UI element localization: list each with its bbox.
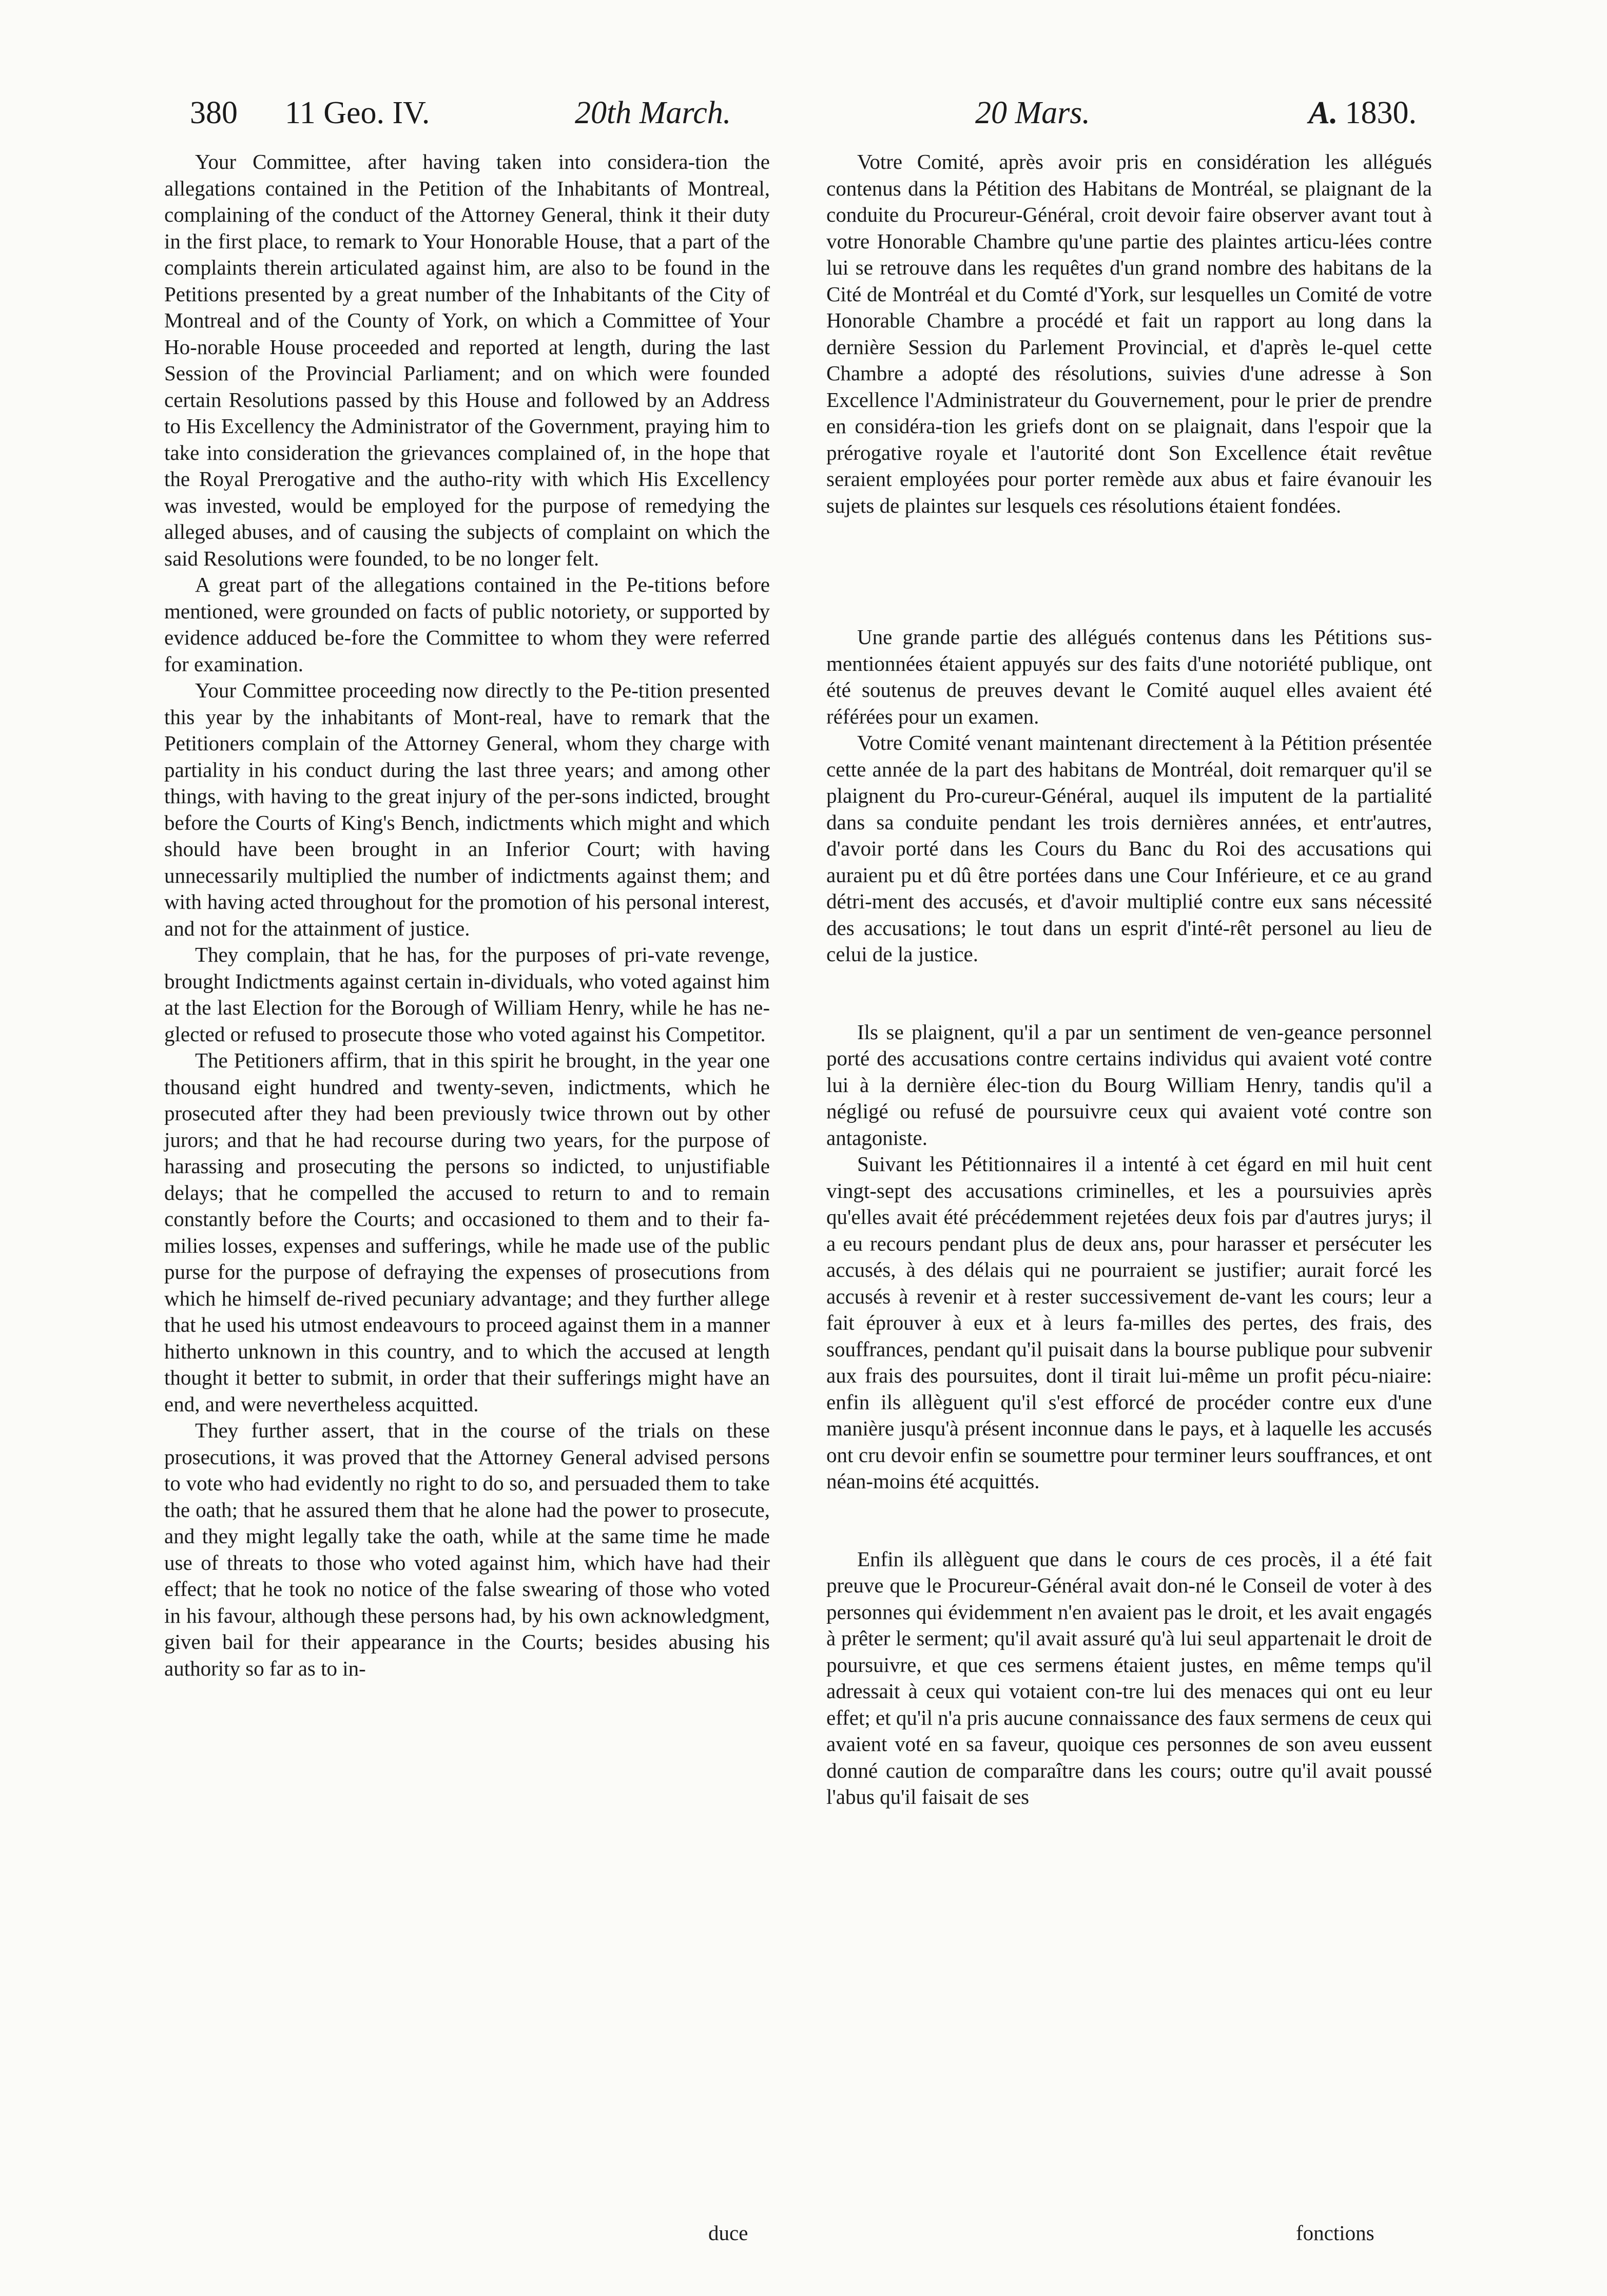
english-paragraph-3: Your Committee proceeding now directly to the Pe-tition presented this year by the inhabitants of Mont-real, have to remark that the Petitioners complain of the Attorney General, whom they charge with partiality in his conduct during the last three years; and among other things, with having to the great injury of the per-sons indicted, brought before the Courts of King's Bench, indictments which might and which should have been brought in an Inferior Court; with having unnecessarily multiplied the number of indictments against them; and with having acted throughout for the promotion of his personal interest, and not for the attainment of justice.: [164, 678, 770, 940]
french-column: [826, 149, 1432, 2227]
english-paragraph-2: A great part of the allegations contained in the Pe-titions before mentioned, were grounded on facts of public notoriety, or supported by evidence adduced be-fore the Committee to whom they were referred for examination.: [164, 573, 770, 676]
french-paragraph-6: Enfin ils allèguent que dans le cours de ces procès, il a été fait preuve que le Procureur-Général avait don-né le Conseil de voter à des personnes qui évidemment n'en avaient pas le droit, et les avait engagés à prêter le serment; qu'il avait assuré qu'à lui seul appartenait le droit de poursuivre, et que ces sermens étaient justes, en même temps qu'il adressait à ceux qui votaient con-tre lui des menaces qui ont eu leur effet; et qu'il n'a pris aucune connaissance des faux sermens de ceux qui avaient voté en sa faveur, quoique ces personnes de son aveu eussent donné caution de comparaître dans les cours; outre qu'il avait poussé l'abus qu'il faisait de ses: [826, 1547, 1432, 1808]
english-paragraph-1: Your Committee, after having taken into considera-tion the allegations contained in the Petition of the Inhabitants of Montreal, complaining of the conduct of the Attorney General, think it their duty in the first place, to remark to Your Honorable House, that a part of the complaints therein articulated against him, are also to be found in the Petitions presented by a great number of the Inhabitants of the City of Montreal and of the County of York, on which a Committee of Your Ho-norable House proceeded and reported at length, during the last Session of the Provincial Parliament; and on which were founded certain Resolutions passed by this House and followed by an Address to His Excellency the Administrator of the Government, praying him to take into consideration the grievances complained of, in the hope that the Royal Prerogative and the autho-rity with which His Excellency was invested, would be employed for the purpose of remedying the alleged abuses, and of causing the subjects of complaint on which the said Resolutions were founded, to be no longer felt.: [164, 150, 770, 570]
english-paragraph-4: They complain, that he has, for the purposes of pri-vate revenge, brought Indictments against certain in-dividuals, who voted against him at the last Election for the Borough of William Henry, while he has ne-glected or refused to prosecute those who voted against his Competitor.: [164, 943, 770, 1046]
french-catchword: fonctions: [1296, 2221, 1374, 2245]
date-french: 20 Mars.: [975, 95, 1090, 130]
french-paragraph-3: Votre Comité venant maintenant directement à la Pétition présentée cette année de la part des habitans de Montréal, doit remarquer qu'il se plaignent du Pro-cureur-Général, auquel ils imputent de la partialité dans sa conduite pendant les trois dernières années, et entr'autres, d'avoir porté dans les Cours du Banc du Roi des accusations qui auraient pu et dû être portées dans une Cour Inférieure, et ce au grand détri-ment des accusés, et d'avoir multiplié contre eux sans nécessité des accusations; le tout dans un esprit d'inté-rêt personel au lieu de celui de la justice.: [826, 731, 1432, 966]
english-paragraph-5: The Petitioners affirm, that in this spirit he brought, in the year one thousand eight hundred and twenty-seven, indictments, which he prosecuted after they had been previously twice thrown out by other jurors; and that he had recourse during two years, for the purpose of harassing and prosecuting the persons so indicted, to unjustifiable delays; that he compelled the accused to return to and to remain constantly before the Courts; and occasioned to them and to their fa-milies losses, expenses and sufferings, while he made use of the public purse for the purpose of defraying the expenses of prosecutions from which he himself de-rived pecuniary advantage; and they further allege that he used his utmost endeavours to proceed against them in a manner hitherto unknown in this country, and to which the accused at length thought it better to submit, in order that their sufferings might have an end, and were nevertheless acquitted.: [164, 1048, 770, 1416]
french-paragraph-4: Ils se plaignent, qu'il a par un sentiment de ven-geance personnel porté des accusations contre certains individus qui avaient voté contre lui à la dernière élec-tion du Bourg William Henry, tandis qu'il a négligé ou refusé de poursuivre ceux qui avaient voté contre son antagoniste.: [826, 1020, 1432, 1150]
regnal-year: 11 Geo. IV.: [285, 95, 430, 130]
year-value: 1830.: [1345, 95, 1417, 130]
page-number: 380: [190, 95, 238, 130]
page-header: [190, 90, 1417, 136]
french-paragraph-2: Une grande partie des allégués contenus dans les Pétitions sus-mentionnées étaient appuyés sur des faits d'une notoriété publique, ont été soutenus de preuves devant le Comité auquel elles avaient été référées pour un examen.: [826, 625, 1432, 728]
english-column: [164, 149, 770, 2227]
english-catchword: duce: [708, 2221, 748, 2245]
french-paragraph-5: Suivant les Pétitionnaires il a intenté à cet égard en mil huit cent vingt-sept des accusations criminelles, et les a poursuivies après qu'elles avait été précédemment rejetées deux fois par d'autres jurys; il a eu recours pendant plus de deux ans, pour harasser et persécuter les accusés, à des délais qui ne pourraient se justifier; aurait forcé les accusés à revenir et à rester successivement de-vant les cours; leur a fait éprouver à eux et à leurs fa-milles des pertes, des frais, des souffrances, pendant qu'il puisait dans la bourse publique pour subvenir aux frais des poursuites, dont il tirait lui-même un profit pécu-niaire: enfin ils allèguent qu'il s'est efforcé de procéder contre eux d'une manière jusqu'à présent inconnue dans le pays, et à laquelle les accusés ont cru devoir enfin se soumettre pour terminer leurs souffrances, et ont néan-moins été acquittés.: [826, 1152, 1432, 1493]
year-prefix: A.: [1308, 95, 1338, 130]
date-english: 20th March.: [575, 95, 731, 130]
year-label: [1309, 90, 1417, 136]
english-paragraph-6: They further assert, that in the course of the trials on these prosecutions, it was proved that the Attorney General advised persons to vote who had evidently no right to do so, and persuaded them to take the oath; that he assured them that he alone had the power to prosecute, and they might legally take the oath, while at the same time he made use of threats to those who voted against him, which have had their effect; that he took no notice of the false swearing of those who voted in his favour, although these persons had, by his own acknowledgment, given bail for their appearance in the Courts; besides abusing his authority so far as to in-: [164, 1418, 770, 1680]
french-paragraph-1: Votre Comité, après avoir pris en considération les allégués contenus dans la Pétition des Habitans de Montréal, se plaignant de la conduite du Procureur-Général, croit devoir faire observer avant tout à votre Honorable Chambre qu'une partie des plaintes articu-lées contre lui se retrouve dans les requêtes d'un grand nombre des habitans de la Cité de Montréal et du Comté d'York, sur lesquelles un Comité de votre Honorable Chambre a procédé et fait un rapport au long dans la dernière Session du Parlement Provincial, et d'après le-quel cette Chambre a adopté des résolutions, suivies d'une adresse à Son Excellence l'Administrateur du Gouvernement, pour le prier de prendre en considéra-tion les griefs dont on se plaignait, dans l'espoir que la prérogative royale et l'autorité dont Son Excellence était revêtue seraient employées pour porter remède aux abus et faire évanouir les sujets de plaintes sur lesquels ces résolutions étaient fondées.: [826, 150, 1432, 517]
